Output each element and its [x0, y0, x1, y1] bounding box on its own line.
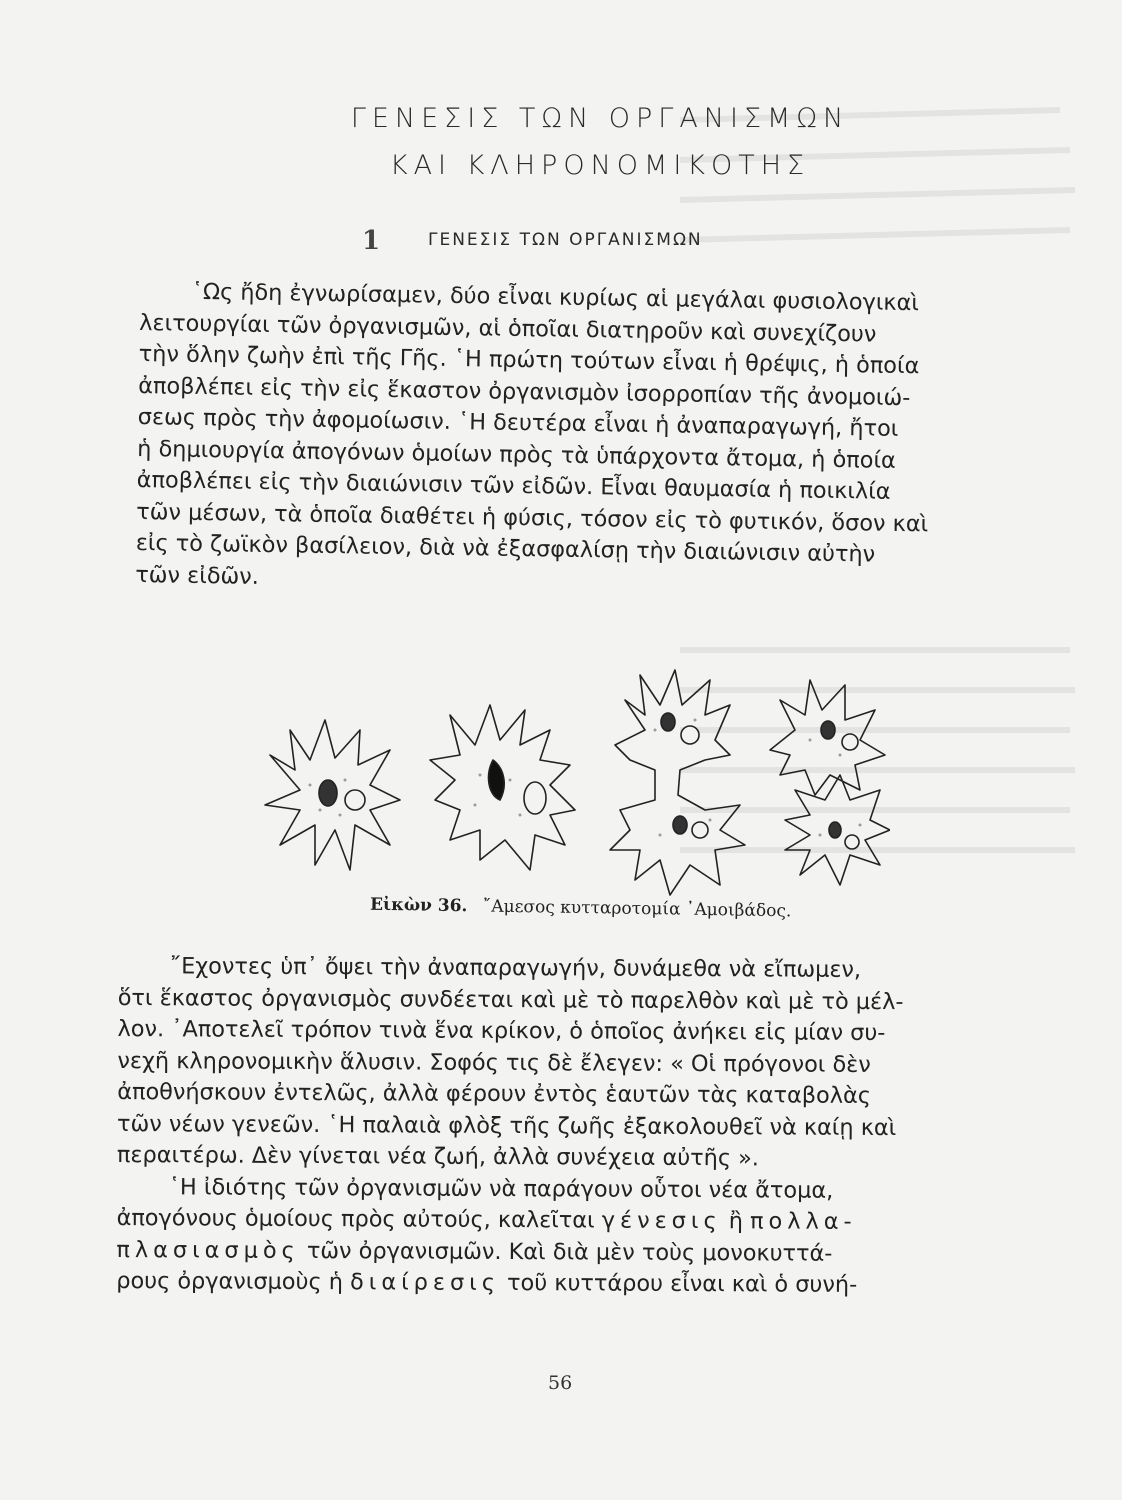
- paragraph-line: λον. ᾿Αποτελεῖ τρόπον τινὰ ἕνα κρίκον, ὁ ὁποῖος ἀνήκει εἰς μίαν συ-: [117, 1015, 886, 1047]
- paragraph-line: ἀποβλέπει εἰς τὴν εἰς ἕκαστον ὀργανισμὸν ἰσορροπίαν τῆς ἀνομοιώ-: [138, 372, 911, 411]
- paragraph-2: [116, 951, 1050, 1302]
- page-number: 56: [548, 1372, 573, 1394]
- figure-label: Εἰκὼν 36.: [369, 894, 468, 917]
- paragraph-line: [117, 1203, 1049, 1239]
- section-number: 1: [362, 226, 381, 256]
- paragraph-line: λειτουργίαι τῶν ὀργανισμῶν, αἱ ὁποῖαι διατηροῦν καὶ συνεχίζουν: [139, 309, 877, 348]
- chapter-title-line1: ΓΕΝΕΣΙΣ ΤΩΝ ΟΡΓΑΝΙΣΜΩΝ: [350, 103, 850, 134]
- paragraph-line: τῶν νέων γενεῶν. ῾Η παλαιὰ φλὸξ τῆς ζωῆς ἐξακολουθεῖ νὰ καίῃ καὶ: [117, 1110, 897, 1141]
- paragraph-line: ὅτι ἕκαστος ὀργανισμὸς συνδέεται καὶ μὲ τὸ παρελθὸν καὶ μὲ τὸ μέλ-: [117, 984, 904, 1015]
- paragraph-line: σεως πρὸς τὴν ἀφομοίωσιν. ῾Η δευτέρα εἶναι ἡ ἀναπαραγωγή, ἤτοι: [137, 403, 899, 442]
- paragraph-1: [135, 276, 1065, 605]
- amoeba-cell-4a: [770, 680, 885, 795]
- amoeba-cell-3: [610, 670, 745, 895]
- spaced-term-genesis: γένεσις: [601, 1207, 722, 1235]
- amoeba-cell-1: [265, 720, 400, 870]
- paragraph-line: ἡ δημιουργία ἀπογόνων ὁμοίων πρὸς τὰ ὑπάρχοντα ἄτομα, ἡ ὁποία: [137, 435, 896, 474]
- paragraph-line: ῾Ως ἤδη ἐγνωρίσαμεν, δύο εἶναι κυρίως αἱ μεγάλαι φυσιολογικαὶ: [191, 278, 920, 317]
- spaced-term-plasiasmos: πλασιασμὸς: [116, 1236, 300, 1264]
- figure-caption-text: ῎Αμεσος κυτταροτομία ᾿Αμοιβάδος.: [482, 896, 792, 922]
- text-run: ἢ: [728, 1208, 744, 1235]
- spaced-term-polla: πολλα-: [750, 1208, 857, 1235]
- text-run: ρους ὀργανισμοὺς ἡ: [116, 1267, 344, 1296]
- section-heading: ΓΕΝΕΣΙΣ ΤΩΝ ΟΡΓΑΝΙΣΜΩΝ: [428, 230, 703, 250]
- paragraph-line: τὴν ὅλην ζωὴν ἐπὶ τῆς Γῆς. ῾Η πρώτη τούτων εἶναι ἡ θρέψις, ἡ ὁποία: [138, 340, 920, 380]
- amoeba-division-illustration: [250, 660, 890, 900]
- amoeba-cell-2: [430, 705, 575, 870]
- amoeba-cell-4b: [785, 775, 890, 885]
- paragraph-line: περαιτέρω. Δὲν γίνεται νέα ζωή, ἀλλὰ συνέχεια αὐτῆς ».: [116, 1141, 760, 1172]
- paragraph-line: ῎Εχοντες ὑπ᾿ ὄψει τὴν ἀναπαραγωγήν, δυνάμεθα νὰ εἴπωμεν,: [169, 953, 862, 983]
- paragraph-line: ἀποβλέπει εἰς τὴν διαιώνισιν τῶν εἰδῶν. Εἶναι θαυμασία ἡ ποικιλία: [136, 466, 891, 505]
- text-run: τῶν ὀργανισμῶν. Καὶ διὰ μὲν τοὺς μονοκυττά-: [306, 1237, 833, 1267]
- paragraph-line: [116, 1266, 1048, 1302]
- paragraph-line: εἰς τὸ ζωϊκὸν βασίλειον, διὰ νὰ ἐξασφαλίσῃ τὴν διαιώνισιν αὐτὴν: [135, 529, 876, 568]
- text-run: ἀπογόνους ὁμοίους πρὸς αὐτούς, καλεῖται: [116, 1204, 595, 1234]
- paragraph-line: τῶν μέσων, τὰ ὁποῖα διαθέτει ἡ φύσις, τόσον εἰς τὸ φυτικόν, ὅσον καὶ: [136, 498, 929, 537]
- paragraph-line: [116, 1234, 1048, 1270]
- paragraph-line: ἀποθνήσκουν ἐντελῶς, ἀλλὰ φέρουν ἐντὸς ἑαυτῶν τὰς καταβολὰς: [117, 1078, 871, 1109]
- chapter-title-line2: ΚΑΙ ΚΛΗΡΟΝΟΜΙΚΟΤΗΣ: [389, 150, 811, 181]
- text-run: τοῦ κυττάρου εἶναι καὶ ὁ συνή-: [506, 1270, 858, 1298]
- paragraph-line: ῾Η ἰδιότης τῶν ὀργανισμῶν νὰ παράγουν οὗτοι νέα ἄτομα,: [168, 1173, 834, 1204]
- paragraph-line: τῶν εἰδῶν.: [135, 561, 260, 590]
- paragraph-line: νεχῆ κληρονομικὴν ἅλυσιν. Σοφός τις δὲ ἔλεγεν: « Οἱ πρόγονοι δὲν: [117, 1047, 871, 1078]
- spaced-term-diairesis: διαίρεσις: [350, 1269, 500, 1297]
